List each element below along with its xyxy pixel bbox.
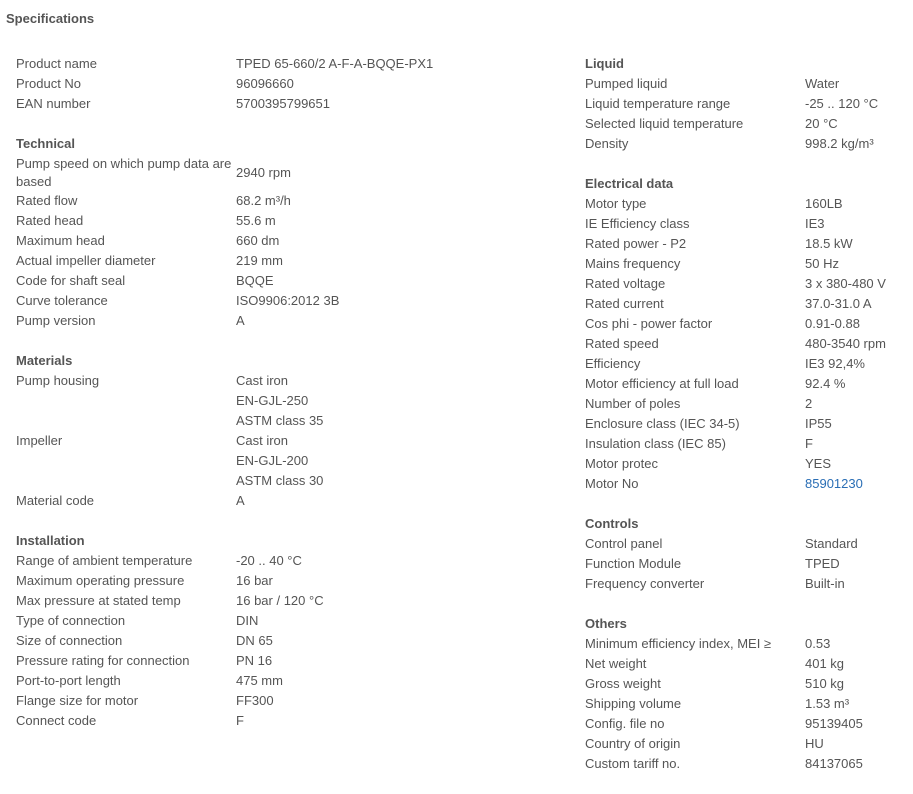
spec-label: Rated head [16,213,84,228]
section-title: Materials [16,353,73,368]
spec-label: Net weight [585,656,647,671]
spec-value-line: IE3 92,4% [805,356,865,371]
spec-row-custom-tariff-no [585,754,905,774]
spec-row-mains-frequency [585,254,905,274]
spec-row-product-name [16,54,556,74]
spec-label: Maximum head [16,233,105,248]
spec-value [805,274,886,294]
spec-value [805,254,839,274]
spec-value-line: 160LB [805,196,843,211]
spec-value-line: A [236,313,245,328]
spec-value [236,371,323,431]
spec-row-rated-current [585,294,905,314]
spec-row-rated-speed [585,334,905,354]
spec-label: Gross weight [585,676,661,691]
spec-value-line: 96096660 [236,76,294,91]
spec-row-pumped-liquid [585,74,905,94]
section-installation [16,531,556,731]
spec-row-motor-type [585,194,905,214]
spec-label: Pumped liquid [585,76,668,91]
spec-label: Control panel [585,536,663,551]
spec-value [236,651,272,671]
spec-label: Mains frequency [585,256,681,271]
spec-value-line: 50 Hz [805,256,839,271]
spec-label: Range of ambient temperature [16,553,193,568]
spec-value-line: DN 65 [236,633,273,648]
spec-row-frequency-converter [585,574,905,594]
spec-value [805,434,813,454]
spec-row-pump-speed-on-which-pump-data-are-based [16,154,556,191]
spec-value-line: Standard [805,536,858,551]
spec-value-line: 998.2 kg/m³ [805,136,874,151]
spec-value-line: 475 mm [236,673,283,688]
spec-row-rated-flow [16,191,556,211]
spec-value-line: PN 16 [236,653,273,668]
spec-value [805,694,849,714]
spec-value [236,211,276,231]
spec-row-connect-code [16,711,556,731]
spec-value-line: 1.53 m³ [805,696,850,711]
spec-label: Type of connection [16,613,126,628]
spec-label: Motor No [585,476,639,491]
spec-value [805,374,845,394]
spec-row-pump-version [16,311,556,331]
spec-value [805,214,825,234]
spec-row-pump-housing [16,371,556,431]
spec-value-line: 16 bar [236,573,273,588]
spec-label: Port-to-port length [16,673,121,688]
spec-value-line: ASTM class 35 [236,413,324,428]
spec-value-line: Built-in [805,576,845,591]
spec-row-cos-phi-power-factor [585,314,905,334]
spec-row-curve-tolerance [16,291,556,311]
spec-label: Product name [16,56,97,71]
spec-label: Frequency converter [585,576,705,591]
spec-value [236,311,245,331]
spec-label: Size of connection [16,633,123,648]
spec-value [805,554,840,574]
spec-label: Curve tolerance [16,293,108,308]
spec-row-rated-head [16,211,556,231]
spec-value [236,671,283,691]
spec-row-minimum-efficiency-index-mei [585,634,905,654]
spec-row-motor-efficiency-at-full-load [585,374,905,394]
section-title: Liquid [585,56,624,71]
spec-value [236,191,291,211]
spec-row-density [585,134,905,154]
spec-row-rated-voltage [585,274,905,294]
spec-value [236,591,324,611]
spec-row-motor-protec [585,454,905,474]
spec-label: Pump version [16,313,96,328]
spec-value [805,714,863,734]
spec-value-line: 401 kg [805,656,845,671]
section-electrical-data [585,174,905,494]
spec-value [805,754,863,774]
spec-value-line: TPED [805,556,840,571]
spec-label: Pump speed on which pump data are based [16,156,232,189]
spec-value-line: 37.0-31.0 A [805,296,872,311]
spec-value [236,431,323,491]
spec-label: Motor protec [585,456,658,471]
spec-value [805,674,844,694]
spec-value [236,571,273,591]
spec-value [805,454,831,474]
spec-label: Motor type [585,196,647,211]
spec-label: Actual impeller diameter [16,253,156,268]
spec-value-line: 510 kg [805,676,845,691]
spec-label: Selected liquid temperature [585,116,744,131]
spec-value-line: 84137065 [805,756,863,771]
spec-value [805,654,844,674]
spec-label: Insulation class (IEC 85) [585,436,726,451]
spec-value-line: TPED 65-660/2 A-F-A-BQQE-PX1 [236,56,434,71]
spec-label: Efficiency [585,356,641,371]
spec-row-impeller [16,431,556,491]
section-technical [16,134,556,331]
spec-label: Enclosure class (IEC 34-5) [585,416,740,431]
spec-label: Pressure rating for connection [16,653,190,668]
spec-row-country-of-origin [585,734,905,754]
spec-value-line: 480-3540 rpm [805,336,886,351]
spec-label: Country of origin [585,736,681,751]
left-column [16,54,556,751]
spec-value [236,74,294,94]
spec-row-code-for-shaft-seal [16,271,556,291]
spec-value-line: F [236,713,244,728]
spec-row-motor-no [585,474,905,494]
spec-value-line: 20 °C [805,116,838,131]
spec-row-shipping-volume [585,694,905,714]
spec-value [236,251,283,271]
spec-value-line: 95139405 [805,716,863,731]
spec-label: Impeller [16,433,63,448]
section-controls [585,514,905,594]
spec-value-line: -25 .. 120 °C [805,96,879,111]
spec-value [805,534,858,554]
spec-row-ean-number [16,94,556,114]
spec-value-line: FF300 [236,693,274,708]
spec-value-line: IE3 [805,216,825,231]
spec-value-line: ISO9906:2012 3B [236,293,340,308]
spec-value [236,271,274,291]
section-liquid [585,54,905,154]
spec-value [805,314,860,334]
spec-label: Custom tariff no. [585,756,681,771]
spec-row-type-of-connection [16,611,556,631]
spec-value-line: 3 x 380-480 V [805,276,886,291]
spec-value-line: 92.4 % [805,376,846,391]
spec-label: Pump housing [16,373,100,388]
spec-label: Flange size for motor [16,693,139,708]
section-title: Installation [16,533,85,548]
spec-value [805,234,853,254]
spec-row-number-of-poles [585,394,905,414]
spec-value-line: 660 dm [236,233,280,248]
spec-value [805,94,878,114]
spec-row-material-code [16,491,556,511]
spec-label: IE Efficiency class [585,216,690,231]
section-others [585,614,905,774]
spec-value-line: -20 .. 40 °C [236,553,302,568]
spec-label: Config. file no [585,716,665,731]
spec-row-config-file-no [585,714,905,734]
spec-value [236,691,274,711]
spec-value-line: 0.53 [805,636,831,651]
spec-row-gross-weight [585,674,905,694]
spec-label: Code for shaft seal [16,273,126,288]
spec-label: Material code [16,493,95,508]
spec-row-maximum-operating-pressure [16,571,556,591]
spec-row-enclosure-class-iec-34-5 [585,414,905,434]
spec-value [805,194,843,214]
spec-value [805,334,886,354]
spec-row-actual-impeller-diameter [16,251,556,271]
spec-value-line: 16 bar / 120 °C [236,593,324,608]
spec-row-selected-liquid-temperature [585,114,905,134]
spec-value-line: 18.5 kW [805,236,853,251]
motor-no-link[interactable]: 85901230 [805,476,863,491]
spec-label: Maximum operating pressure [16,573,185,588]
spec-row-insulation-class-iec-85 [585,434,905,454]
spec-value [236,154,291,191]
section-product [16,54,556,114]
spec-value [805,114,838,134]
spec-value-line: A [236,493,245,508]
spec-label: Rated speed [585,336,659,351]
spec-label: Function Module [585,556,682,571]
spec-value-line: YES [805,456,832,471]
spec-value-line: IP55 [805,416,832,431]
spec-row-rated-power-p2 [585,234,905,254]
spec-value-line: 2 [805,396,813,411]
spec-value-line: Cast iron [236,373,289,388]
spec-value-line: 68.2 m³/h [236,193,291,208]
spec-row-liquid-temperature-range [585,94,905,114]
spec-value-line: 55.6 m [236,213,276,228]
spec-row-efficiency [585,354,905,374]
spec-value [805,354,865,374]
spec-row-range-of-ambient-temperature [16,551,556,571]
spec-value-line: F [805,436,813,451]
spec-row-pressure-rating-for-connection [16,651,556,671]
spec-value-line: Water [805,76,840,91]
spec-value-line: HU [805,736,824,751]
section-title: Others [585,616,627,631]
spec-value-line: EN-GJL-200 [236,453,309,468]
spec-value-line: BQQE [236,273,274,288]
spec-value [805,134,874,154]
spec-value-line: ASTM class 30 [236,473,324,488]
spec-label: EAN number [16,96,91,111]
spec-value-line: 5700395799651 [236,96,330,111]
spec-label: Product No [16,76,82,91]
spec-value [805,74,839,94]
spec-value-line: 2940 rpm [236,164,291,180]
spec-value [236,291,339,311]
spec-value [805,414,832,434]
spec-value [236,611,258,631]
spec-label: Shipping volume [585,696,682,711]
spec-value [236,631,273,651]
spec-value [236,54,433,74]
spec-row-max-pressure-at-stated-temp [16,591,556,611]
spec-label: Liquid temperature range [585,96,731,111]
spec-row-flange-size-for-motor [16,691,556,711]
spec-label: Motor efficiency at full load [585,376,739,391]
spec-value [805,294,872,314]
right-column [585,54,905,794]
spec-row-maximum-head [16,231,556,251]
spec-label: Minimum efficiency index, MEI ≥ [585,636,772,651]
spec-value [236,94,330,114]
spec-row-size-of-connection [16,631,556,651]
spec-label: Number of poles [585,396,681,411]
spec-value-line: DIN [236,613,259,628]
spec-value [805,474,863,494]
spec-label: Connect code [16,713,97,728]
spec-value [236,711,244,731]
spec-value [805,574,845,594]
spec-value [236,231,279,251]
spec-row-product-no [16,74,556,94]
spec-value [805,634,830,654]
spec-value [236,551,302,571]
spec-value [236,491,245,511]
spec-value-line: EN-GJL-250 [236,393,309,408]
spec-label: Max pressure at stated temp [16,593,181,608]
spec-label: Cos phi - power factor [585,316,713,331]
spec-value-line: Cast iron [236,433,289,448]
spec-row-ie-efficiency-class [585,214,905,234]
spec-value-line: 0.91-0.88 [805,316,860,331]
spec-row-port-to-port-length [16,671,556,691]
spec-label: Rated flow [16,193,78,208]
spec-label: Rated power - P2 [585,236,687,251]
section-materials [16,351,556,511]
spec-label: Rated voltage [585,276,666,291]
spec-row-control-panel [585,534,905,554]
spec-row-net-weight [585,654,905,674]
spec-value [805,394,812,414]
spec-row-function-module [585,554,905,574]
spec-value [805,734,824,754]
section-title: Electrical data [585,176,674,191]
spec-label: Rated current [585,296,664,311]
spec-label: Density [585,136,629,151]
section-title: Controls [585,516,639,531]
spec-value-line: 219 mm [236,253,283,268]
section-title: Technical [16,136,76,151]
page-title: Specifications [6,11,95,26]
